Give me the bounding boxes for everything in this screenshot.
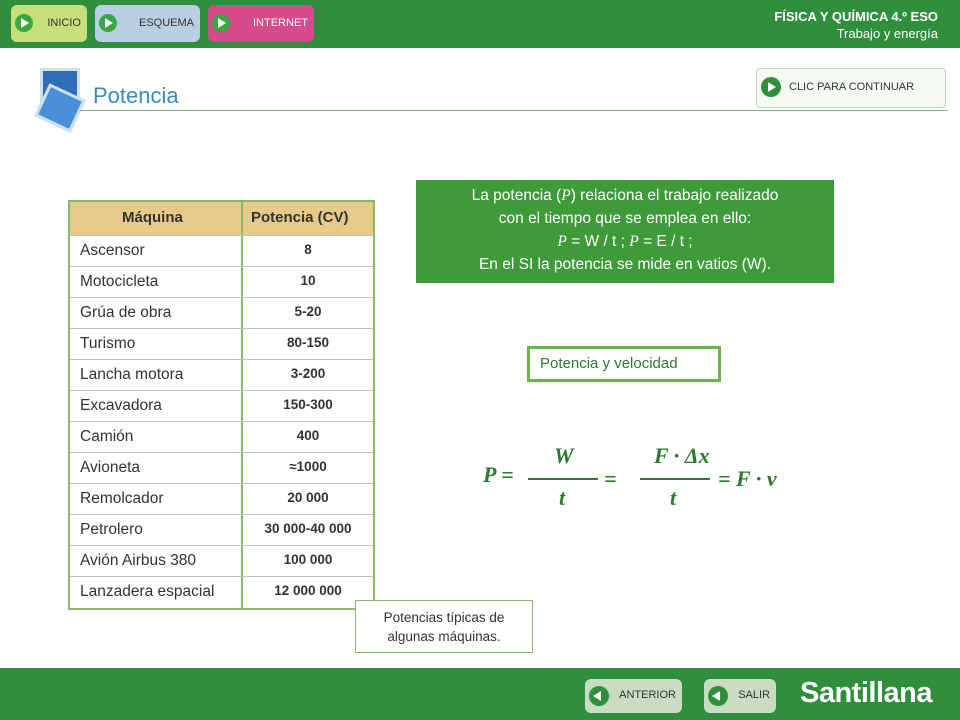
- power-symbol: P: [557, 233, 567, 250]
- table-caption: [355, 600, 533, 653]
- play-icon: [99, 14, 117, 32]
- continue-button[interactable]: [756, 68, 946, 108]
- table-row: [70, 514, 373, 546]
- table-row: [70, 297, 373, 329]
- power-cell: 3-200: [290, 366, 326, 381]
- page-title: Potencia: [93, 83, 179, 108]
- machine-cell: Turismo: [80, 335, 136, 352]
- machine-cell: Excavadora: [80, 397, 162, 414]
- power-symbol: P: [629, 233, 639, 250]
- power-cell: ≈1000: [289, 459, 327, 474]
- anterior-label: ANTERIOR: [619, 689, 676, 701]
- table-row: [70, 452, 373, 484]
- definition-line-1: [416, 184, 834, 207]
- table-row: [70, 235, 373, 267]
- play-icon: [761, 77, 781, 97]
- definition-text: La potencia (: [471, 187, 562, 204]
- caption-line-1: Potencias típicas de: [383, 610, 505, 625]
- machine-cell: Remolcador: [80, 490, 164, 507]
- inicio-button[interactable]: [11, 5, 87, 42]
- internet-button[interactable]: [208, 5, 314, 42]
- power-cell: 30 000-40 000: [264, 521, 352, 536]
- definition-text: ) relaciona el trabajo realizado: [570, 187, 779, 204]
- formula-num2: F · Δx: [654, 443, 710, 468]
- power-cell: 400: [296, 428, 320, 443]
- esquema-button[interactable]: [95, 5, 200, 42]
- back-arrow-icon: [708, 686, 728, 706]
- table-row: [70, 421, 373, 453]
- back-arrow-icon: [589, 686, 609, 706]
- formula-eq1: =: [604, 466, 617, 491]
- power-cell: 100 000: [283, 552, 333, 567]
- table-row: [70, 545, 373, 577]
- brand-logo: Santillana: [800, 677, 932, 709]
- power-velocity-label: Potencia y velocidad: [540, 355, 678, 372]
- column-header-machine: Máquina: [122, 209, 183, 226]
- salir-label: SALIR: [738, 689, 770, 701]
- power-cell: 80-150: [286, 335, 330, 350]
- formula-num1: W: [554, 443, 574, 468]
- machine-cell: Petrolero: [80, 521, 143, 538]
- course-info: [774, 8, 938, 42]
- table-row: [70, 576, 373, 608]
- definition-line-2: con el tiempo que se emplea en ello:: [498, 210, 752, 227]
- machine-cell: Grúa de obra: [80, 304, 172, 321]
- table-row: [70, 266, 373, 298]
- machine-cell: Lancha motora: [80, 366, 184, 383]
- definition-box: [416, 180, 834, 283]
- column-header-power: Potencia (CV): [251, 209, 349, 226]
- salir-button[interactable]: [704, 679, 776, 713]
- inicio-label: INICIO: [47, 17, 81, 29]
- machine-cell: Avioneta: [80, 459, 141, 476]
- definition-line-3: [416, 230, 834, 253]
- power-cell: 12 000 000: [274, 583, 342, 598]
- power-cell: 8: [304, 242, 312, 257]
- course-title: FÍSICA Y QUÍMICA 4.º ESO: [774, 9, 938, 24]
- esquema-label: ESQUEMA: [138, 17, 194, 29]
- fraction-bar: [528, 478, 598, 480]
- table-row: [70, 359, 373, 391]
- title-divider: [80, 110, 948, 111]
- power-cell: 150-300: [283, 397, 333, 412]
- formula-lhs: P =: [483, 462, 514, 487]
- definition-line-4: En el SI la potencia se mide en vatios (W).: [478, 256, 772, 273]
- power-cell: 20 000: [287, 490, 329, 505]
- formula-text: = E / t ;: [638, 233, 693, 250]
- machine-cell: Camión: [80, 428, 134, 445]
- play-icon: [212, 14, 230, 32]
- machine-cell: Avión Airbus 380: [80, 552, 197, 569]
- play-icon: [15, 14, 33, 32]
- power-table: [68, 200, 375, 610]
- power-cell: 10: [300, 273, 316, 288]
- machine-cell: Lanzadera espacial: [80, 583, 215, 600]
- formula-den2: t: [670, 485, 677, 510]
- formula-den1: t: [559, 485, 566, 510]
- power-symbol: P: [561, 187, 571, 204]
- formula-rhs: = F · v: [718, 466, 777, 491]
- table-header: [70, 202, 373, 235]
- table-row: [70, 328, 373, 360]
- fraction-bar: [640, 478, 710, 480]
- formula-text: = W / t ;: [566, 233, 630, 250]
- machine-cell: Motocicleta: [80, 273, 159, 290]
- machine-cell: Ascensor: [80, 242, 145, 259]
- table-row: [70, 390, 373, 422]
- anterior-button[interactable]: [585, 679, 682, 713]
- course-unit: Trabajo y energía: [836, 26, 938, 41]
- continue-label: CLIC PARA CONTINUAR: [789, 81, 915, 93]
- power-velocity-button[interactable]: [527, 346, 721, 382]
- table-row: [70, 483, 373, 515]
- power-cell: 5-20: [294, 304, 322, 319]
- internet-label: INTERNET: [253, 17, 308, 29]
- caption-line-2: algunas máquinas.: [387, 629, 501, 644]
